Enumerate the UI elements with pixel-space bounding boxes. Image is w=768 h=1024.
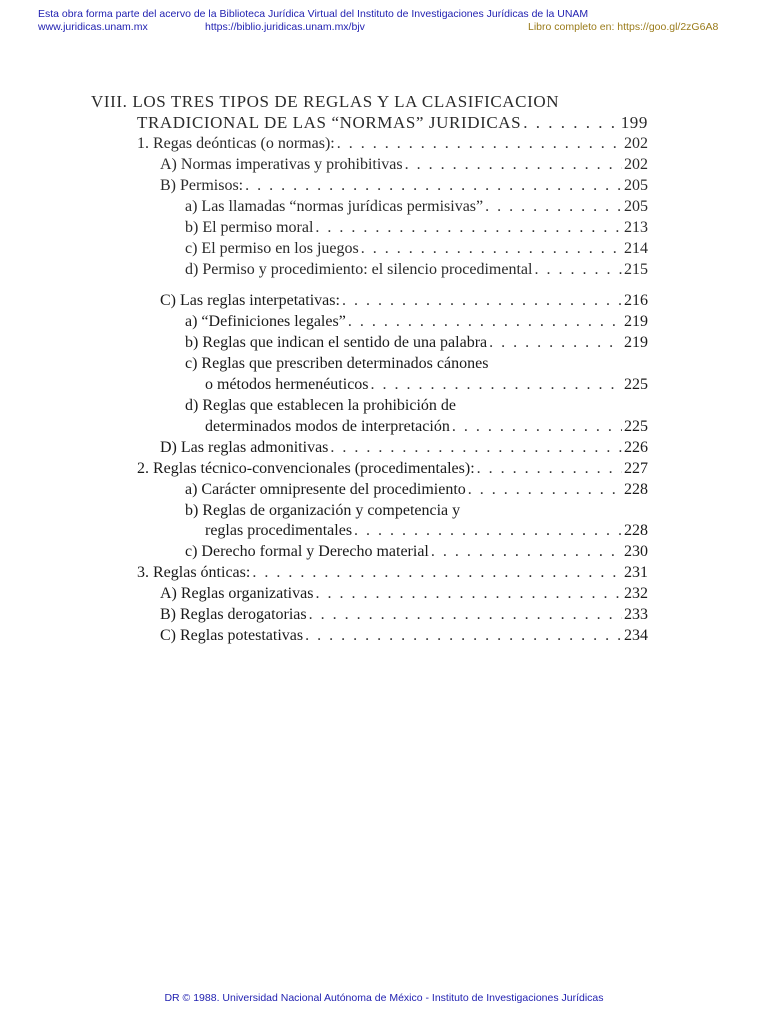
toc-row (185, 311, 648, 332)
leader-dots (405, 154, 622, 175)
leader-dots (485, 196, 622, 217)
entry-text: b) El permiso moral (185, 219, 314, 236)
entry-text: c) El permiso en los juegos (185, 240, 359, 257)
book-link[interactable]: Libro completo en: https://goo.gl/2zG6A8 (528, 21, 719, 33)
chapter-title: VIII. LOS TRES TIPOS DE REGLAS Y LA CLASIFICACION (91, 92, 560, 111)
toc-row (185, 238, 648, 259)
leader-dots (309, 604, 622, 625)
entry-text: D) Las reglas admonitivas (160, 439, 329, 456)
leader-dots (468, 479, 622, 500)
leader-dots (305, 625, 622, 646)
leader-dots (342, 290, 622, 311)
entry-text: c) Reglas que prescriben determinados cánones (185, 355, 489, 372)
leader-dots (361, 238, 622, 259)
page-number: 213 (624, 219, 648, 236)
entry-text: reglas procedimentales (205, 522, 353, 539)
page-number: 233 (624, 606, 648, 623)
page-number: 216 (624, 292, 648, 309)
toc-row (160, 290, 648, 311)
page-number: 205 (624, 177, 648, 194)
page-number: 205 (624, 198, 648, 215)
toc-row (185, 217, 648, 238)
entry-text: a) Las llamadas “normas jurídicas permisivas” (185, 198, 484, 215)
entry-text: determinados modos de interpretación (205, 418, 450, 435)
toc-row (160, 583, 648, 604)
entry-text: b) Reglas que indican el sentido de una palabra (185, 334, 488, 351)
page-number: 202 (624, 156, 648, 173)
page-number: 234 (624, 627, 648, 644)
entry-text: C) Reglas potestativas (160, 627, 304, 644)
toc-row (205, 374, 648, 395)
leader-dots (348, 311, 622, 332)
leader-dots (245, 175, 622, 196)
leader-dots (330, 437, 622, 458)
leader-dots (534, 259, 622, 280)
page-number: 214 (624, 240, 648, 257)
page-number: 228 (624, 522, 648, 539)
toc-row (137, 458, 648, 479)
entry-text: 3. Reglas ónticas: (137, 564, 251, 581)
toc-row (185, 500, 460, 521)
page-number: 219 (624, 334, 648, 351)
chapter-title-continued: TRADICIONAL DE LAS “NORMAS” JURIDICAS (137, 113, 522, 132)
page-number: 225 (624, 376, 648, 393)
entry-text: B) Reglas derogatorias (160, 606, 307, 623)
page-number: 228 (624, 481, 648, 498)
bjv-link[interactable]: https://biblio.juridicas.unam.mx/bjv (205, 21, 365, 33)
footer-copyright: DR © 1988. Universidad Nacional Autónoma de México - Instituto de Investigaciones Jurídicas (164, 992, 604, 1004)
toc-row (185, 395, 456, 416)
entry-text: d) Reglas que establecen la prohibición de (185, 397, 457, 414)
entry-text: b) Reglas de organización y competencia y (185, 502, 461, 519)
leader-dots (315, 583, 622, 604)
page-number: 225 (624, 418, 648, 435)
toc-row (185, 479, 648, 500)
toc-row (185, 259, 648, 280)
header-notice: Esta obra forma parte del acervo de la Biblioteca Jurídica Virtual del Instituto de Investigaciones Jurídicas de la UNAM (38, 8, 589, 20)
page-number: 219 (624, 313, 648, 330)
site-link[interactable]: www.juridicas.unam.mx (38, 21, 148, 33)
toc-row (160, 604, 648, 625)
leader-dots (523, 112, 618, 133)
entry-text: C) Las reglas interpetativas: (160, 292, 340, 309)
entry-text: A) Normas imperativas y prohibitivas (160, 156, 403, 173)
leader-dots (371, 374, 622, 395)
entry-text: d) Permiso y procedimiento: el silencio procedimental (185, 261, 533, 278)
toc-row (205, 416, 648, 437)
toc-row (160, 437, 648, 458)
page-number: 202 (624, 135, 648, 152)
leader-dots (452, 416, 622, 437)
toc-row (137, 112, 648, 133)
entry-text: a) “Definiciones legales” (185, 313, 346, 330)
toc-row (185, 541, 648, 562)
entry-text: c) Derecho formal y Derecho material (185, 543, 429, 560)
toc-row (160, 154, 648, 175)
page-number: 226 (624, 439, 648, 456)
entry-text: 1. Regas deónticas (o normas): (137, 135, 335, 152)
leader-dots (477, 458, 622, 479)
page-number: 215 (624, 261, 648, 278)
entry-text: 2. Reglas técnico-convencionales (procedimentales): (137, 460, 475, 477)
page-number: 231 (624, 564, 648, 581)
entry-text: B) Permisos: (160, 177, 244, 194)
toc-row (160, 175, 648, 196)
leader-dots (337, 133, 622, 154)
toc-row (160, 625, 648, 646)
page-number: 227 (624, 460, 648, 477)
leader-dots (315, 217, 622, 238)
toc-row (185, 332, 648, 353)
toc-row (205, 520, 648, 541)
entry-text: a) Carácter omnipresente del procedimiento (185, 481, 466, 498)
entry-text: A) Reglas organizativas (160, 585, 314, 602)
chapter-title-line1 (91, 91, 559, 112)
toc-row (137, 562, 648, 583)
leader-dots (354, 520, 622, 541)
entry-text: o métodos hermenéuticos (205, 376, 369, 393)
leader-dots (431, 541, 622, 562)
toc-row (185, 353, 488, 374)
toc-row (137, 133, 648, 154)
page-number: 199 (620, 113, 648, 132)
leader-dots (252, 562, 622, 583)
page-number: 232 (624, 585, 648, 602)
leader-dots (489, 332, 622, 353)
page-number: 230 (624, 543, 648, 560)
toc-row (185, 196, 648, 217)
